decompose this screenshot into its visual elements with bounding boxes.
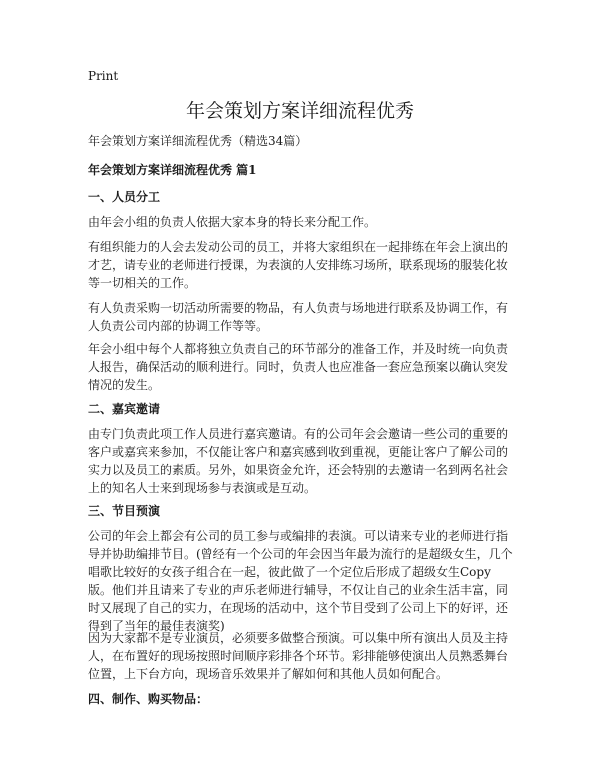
paragraph-7: 因为大家都不是专业演员，必须要多做整合预演。可以集中所有演出人员及主持人，在布置好的现场按照时间顺序彩排各个环节。彩排能够使演出人员熟悉舞台位置，上下台方向，现场音乐效果并了解如何和其他人员如何配合。 [88,631,509,681]
section-heading-2: 二、嘉宾邀请 [88,402,161,416]
section-heading-4: 四、制作、购买物品： [88,692,209,706]
document-title: 年会策划方案详细流程优秀 [185,100,414,122]
section-heading-3: 三、节目预演 [88,504,161,518]
paragraph-6: 公司的年会上都会有公司的员工参与或编排的表演。可以请来专业的老师进行指导并协助编排节目。(曾经有一个公司的年会因当年最为流行的是超级女生，几个唱歌比较好的女孩子组合在一起，彼此做了一个定位后形成了超级女生Copy版。他们并且请来了专业的声乐老师进行辅导，不仅让自己的业余生活丰富，同时又展现了自己的实力，在现场的活动中，这个节目受到了公司上下的好评，还得到了当年的最佳表演奖) [88,529,513,633]
paragraph-5: 由专门负责此项工作人员进行嘉宾邀请。有的公司年会会邀请一些公司的重要的客户或嘉宾来参加，不仅能让客户和嘉宾感到收到重视，更能让客户了解公司的实力以及员工的素质。另外，如果资金允许，还会特别的去邀请一名到两名社会上的知名人士来到现场参与表演或是互动。 [88,427,509,495]
document-subtitle: 年会策划方案详细流程优秀（精选34篇） [88,134,308,148]
section-heading-1: 一、人员分工 [88,190,161,204]
paragraph-2: 有组织能力的人会去发动公司的员工，并将大家组织在一起排练在年会上演出的才艺，请专业的老师进行授课，为表演的人安排练习场所，联系现场的服装化妆等一切相关的工作。 [88,240,509,290]
print-label: Print [88,69,119,83]
paragraph-3: 有人负责采购一切活动所需要的物品，有人负责与场地进行联系及协调工作，有人负责公司内部的协调工作等等。 [88,301,509,333]
article-heading: 年会策划方案详细流程优秀 篇1 [88,163,257,177]
paragraph-4: 年会小组中每个人都将独立负责自己的环节部分的准备工作，并及时统一向负责人报告，确保活动的顺利进行。同时，负责人也应准备一套应急预案以确认突发情况的发生。 [88,342,509,392]
paragraph-1: 由年会小组的负责人依据大家本身的特长来分配工作。 [88,215,377,229]
